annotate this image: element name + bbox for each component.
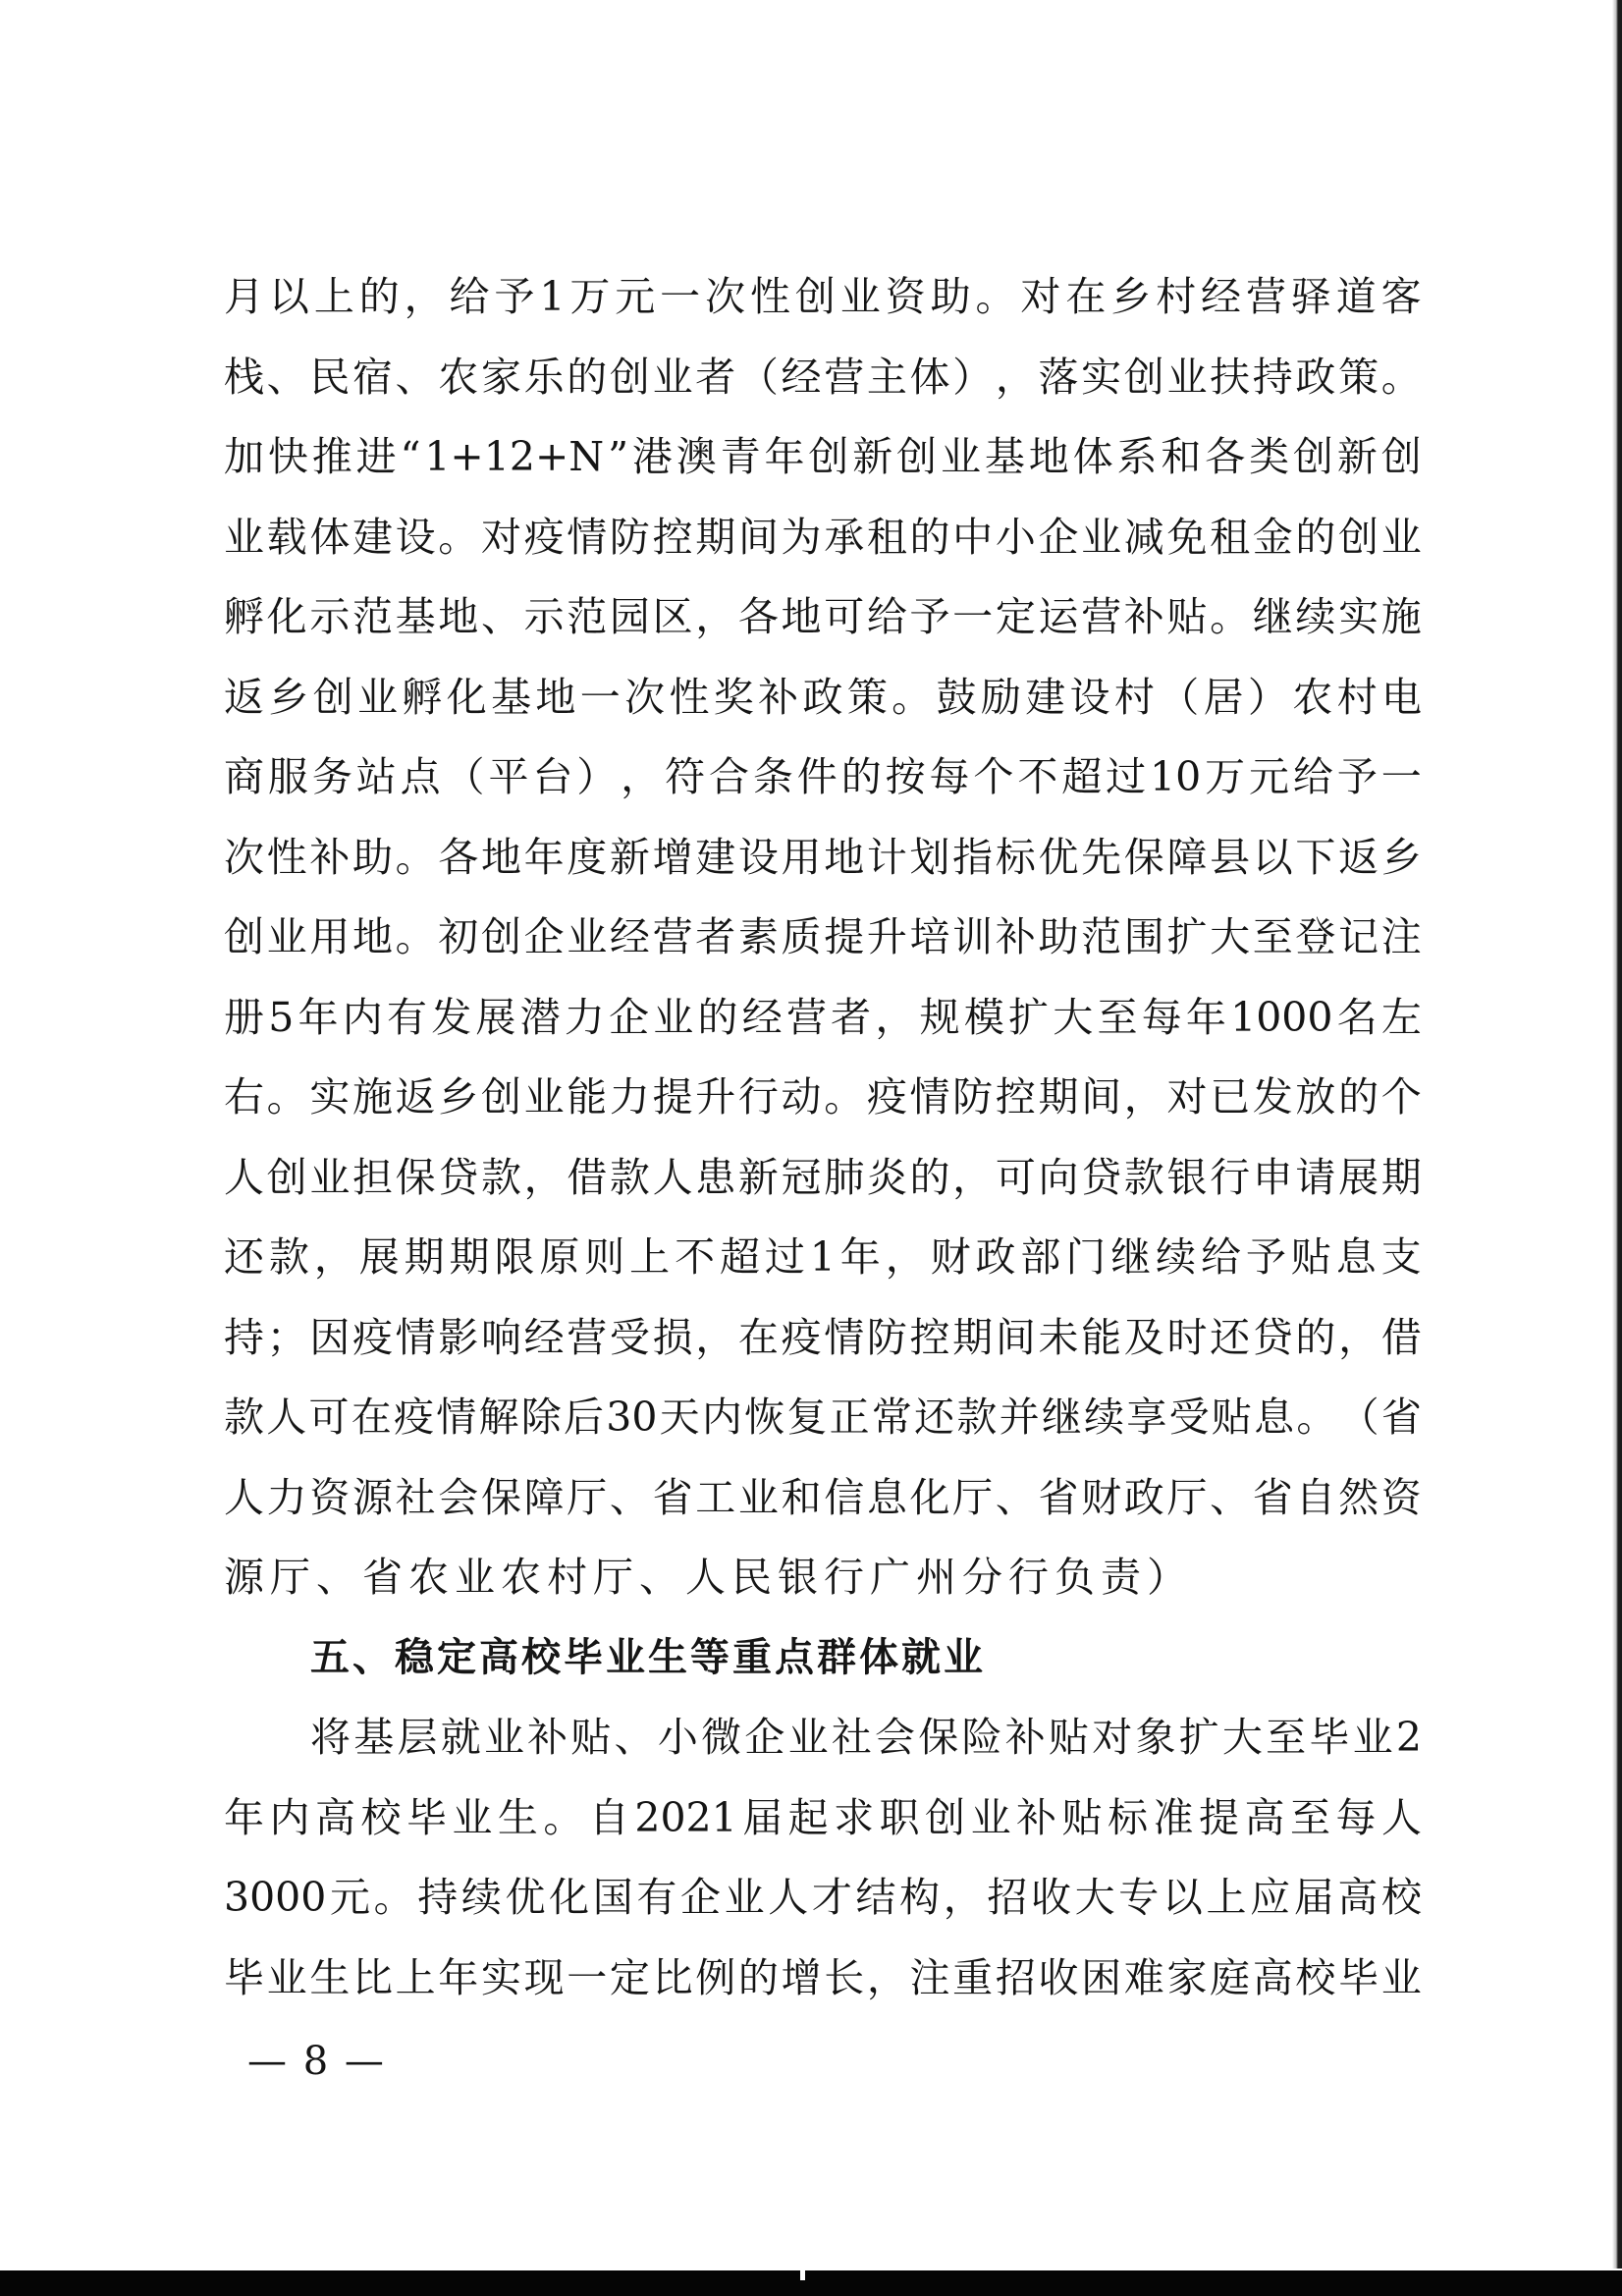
scan-edge-bottom xyxy=(0,2270,1622,2296)
text-line: 栈 、 民 宿 、 农 家 乐 的 创 业 者 （ 经 营 主 体 ） ， 落 实 创 业 扶 持 政 策 。 xyxy=(224,353,1422,401)
page-number: — 8 — xyxy=(247,2039,386,2084)
text-line: 次 性 补 助 。 各 地 年 度 新 增 建 设 用 地 计 划 指 标 优 先 保 障 县 以 下 返 乡 xyxy=(224,833,1422,881)
text-line: 毕 业 生 比 上 年 实 现 一 定 比 例 的 增 长 ， 注 重 招 收 困 难 家 庭 高 校 毕 业 xyxy=(224,1953,1422,2001)
scan-edge-right xyxy=(1612,0,1622,2269)
text-line: 右 。 实 施 返 乡 创 业 能 力 提 升 行 动 。 疫 情 防 控 期 间 ， 对 已 发 放 的 个 xyxy=(224,1073,1422,1121)
text-line: 业 载 体 建 设 。 对 疫 情 防 控 期 间 为 承 租 的 中 小 企 业 减 免 租 金 的 创 业 xyxy=(224,513,1422,561)
text-line: 返 乡 创 业 孵 化 基 地 一 次 性 奖 补 政 策 。 鼓 励 建 设 村 （ 居 ） 农 村 电 xyxy=(224,673,1422,721)
section-heading: 五、稳定高校毕业生等重点群体就业 xyxy=(310,1634,986,1680)
text-line: 孵 化 示 范 基 地 、 示 范 园 区 ， 各 地 可 给 予 一 定 运 营 补 贴 。 继 续 实 施 xyxy=(224,593,1422,640)
text-line: 年 内 高 校 毕 业 生 。 自 2021 届 起 求 职 创 业 补 贴 标 准 提 高 至 每 人 xyxy=(224,1793,1422,1841)
text-line: 还 款 ， 展 期 期 限 原 则 上 不 超 过 1 年 ， 财 政 部 门 继 续 给 予 贴 息 支 xyxy=(224,1233,1422,1281)
text-line: 月 以 上 的 ， 给 予 1 万 元 一 次 性 创 业 资 助 。 对 在 乡 村 经 营 驿 道 客 xyxy=(224,273,1422,320)
text-line: 款 人 可 在 疫 情 解 除 后 30 天 内 恢 复 正 常 还 款 并 继 续 享 受 贴 息 。 （ 省 xyxy=(224,1394,1422,1441)
text-line: 加 快 推 进 “ 1+12+N ” 港 澳 青 年 创 新 创 业 基 地 体 系 和 各 类 创 新 创 xyxy=(224,433,1422,480)
scan-mark xyxy=(800,2267,805,2280)
text-line: 人 创 业 担 保 贷 款 ， 借 款 人 患 新 冠 肺 炎 的 ， 可 向 贷 款 银 行 申 请 展 期 xyxy=(224,1153,1422,1201)
text-line: 商 服 务 站 点 （ 平 台 ） ， 符 合 条 件 的 按 每 个 不 超 过 10 万 元 给 予 一 xyxy=(224,753,1422,800)
text-line: 人 力 资 源 社 会 保 障 厅 、 省 工 业 和 信 息 化 厅 、 省 财 政 厅 、 省 自 然 资 xyxy=(224,1473,1422,1521)
text-line: 将 基 层 就 业 补 贴 、 小 微 企 业 社 会 保 险 补 贴 对 象 扩 大 至 毕 业 2 xyxy=(310,1714,1422,1761)
text-line: 3000 元 。 持 续 优 化 国 有 企 业 人 才 结 构 ， 招 收 大 专 以 上 应 届 高 校 xyxy=(224,1874,1422,1921)
text-line: 创 业 用 地 。 初 创 企 业 经 营 者 素 质 提 升 培 训 补 助 范 围 扩 大 至 登 记 注 xyxy=(224,913,1422,960)
text-line: 源厅、省农业农村厅、人民银行广州分行负责） xyxy=(224,1554,1193,1601)
document-body xyxy=(224,257,1422,2018)
text-line: 持 ； 因 疫 情 影 响 经 营 受 损 ， 在 疫 情 防 控 期 间 未 能 及 时 还 贷 的 ， 借 xyxy=(224,1313,1422,1361)
text-line: 册 5 年 内 有 发 展 潜 力 企 业 的 经 营 者 ， 规 模 扩 大 至 每 年 1000 名 左 xyxy=(224,993,1422,1041)
